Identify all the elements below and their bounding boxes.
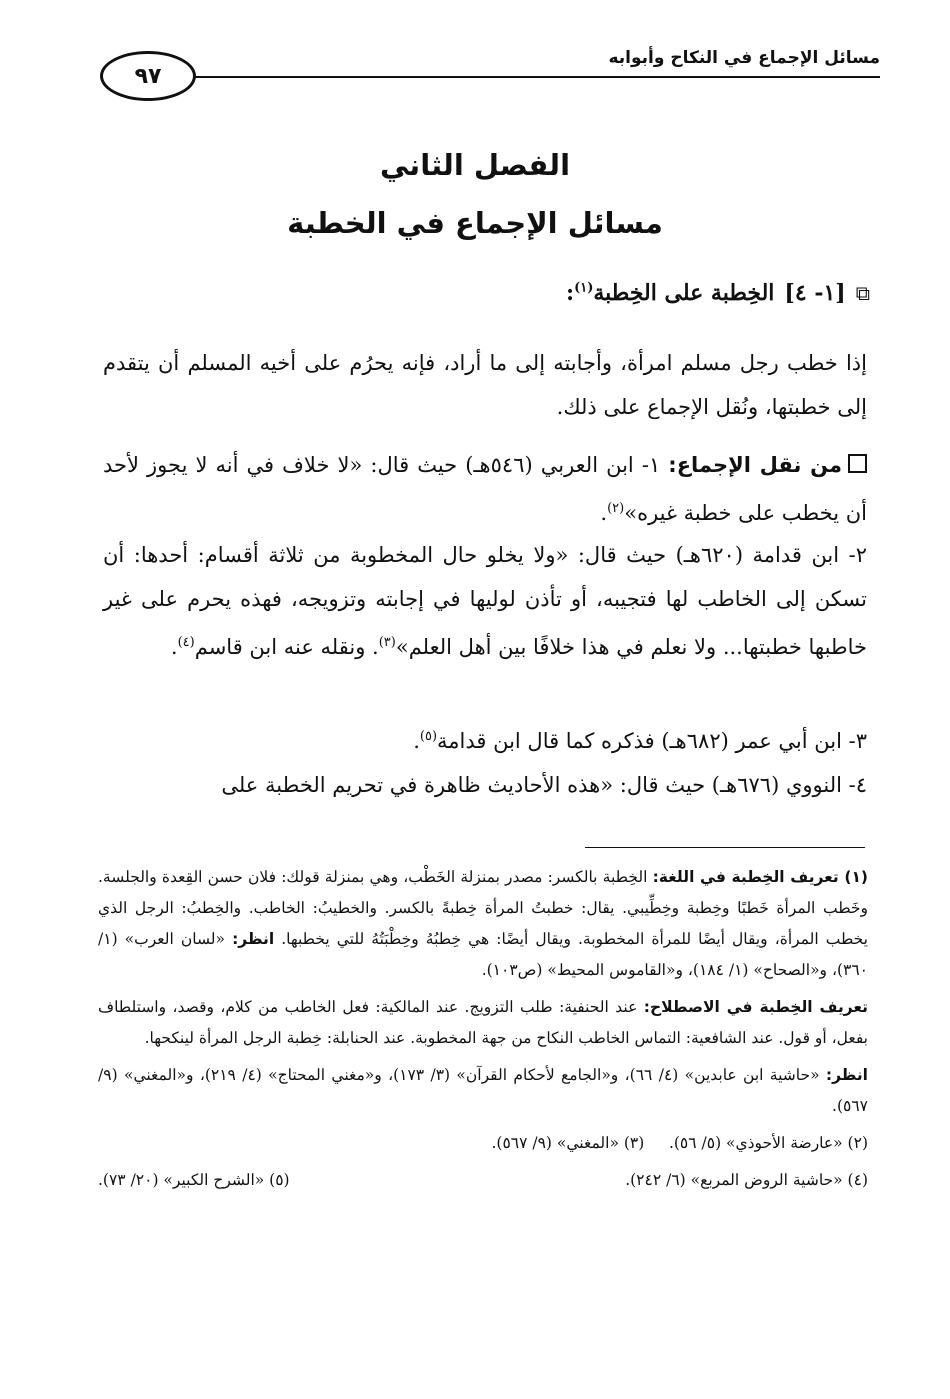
footnote-text: «حاشية ابن عابدين» (٤/ ٦٦)، و«الجامع لأحكام القرآن» (٣/ ١٧٣)، و«مغني المحتاج» (٤/ ٢١٩)، و«المغني» (٩/ ٥٦٧).: [98, 1066, 868, 1115]
page-header: [100, 38, 880, 108]
footnote-see: «لسان العرب» (١/ ٣٦٠)، و«الصحاح» (١/ ١٨٤)، و«القاموس المحيط» (ص١٠٣).: [98, 930, 868, 979]
footnote-label: انظر:: [825, 1066, 868, 1084]
section-title: الخِطبة على الخِطبة: [593, 280, 775, 306]
footnote-label: (١) تعريف الخِطبة في اللغة:: [652, 868, 868, 886]
section-colon: :: [565, 280, 575, 306]
footnote-1-refs: [98, 1060, 868, 1122]
footnote-see-label: انظر:: [232, 930, 275, 948]
footnote-4-5: [98, 1165, 868, 1196]
section-number: [١- ٤]: [784, 280, 846, 306]
footnote-label: تعريف الخِطبة في الاصطلاح:: [643, 998, 868, 1016]
chapter-title: الفصل الثاني: [379, 148, 571, 182]
paragraph-intro: إذا خطب رجل مسلم امرأة، وأجابته إلى ما أراد، فإنه يحرُم على أخيه المسلم أن يتقدم إلى خطبتها، ونُقل الإجماع على ذلك.: [103, 351, 867, 419]
footnote-4: (٤) «حاشية الروض المربع» (٦/ ٢٤٢).: [625, 1171, 868, 1189]
footnote-ref: (٢): [607, 501, 625, 516]
paragraph-tail: . ونقله عنه ابن قاسم: [194, 635, 379, 659]
paragraph-text: ٢- ابن قدامة (٦٢٠هـ) حيث قال: «ولا يخلو حال المخطوبة من ثلاثة أقسام: أحدها: أن تسكن إلى الخاطب لها فتجيبه، أو تأذن لوليها في إجابته وتزويجه، فهذه يحرم على غير خاطبها خطبتها... ولا نعلم في هذا خلافًا بين أهل العلم»: [103, 543, 867, 659]
footnote-text: عند الحنفية: طلب التزويج. عند المالكية: فعل الخاطب من كلام، وقصد، واستلطاف بفعل، أو قول. عند الشافعية: التماس الخاطب النكاح من جهة المخطوبة. عند الحنابلة: خِطبة الرجل المرأة لينكحها.: [98, 998, 868, 1047]
running-title: مسائل الإجماع في النكاح وأبوابه: [608, 48, 880, 68]
footnote-ref: (٥): [419, 729, 438, 744]
paragraph-text: ١- ابن العربي (٥٤٦هـ) حيث قال: «لا خلاف في أنه لا يجوز لأحد أن يخطب على خطبة غيره»: [103, 453, 867, 525]
paragraph-ijma-3: ٣- ابن أبي عمر (٦٨٢هـ) فذكره كما قال ابن قدامة$^{(٥)}$.: [413, 729, 867, 753]
footnote-text: الخِطبة بالكسر: مصدر بمنزلة الخَطْب، وهي بمنزلة قولك: فلان حسن القِعدة والجلسة. وخَطب المرأة خَطبًا وخِطبة وخِطِّيبي. يقال: خطبتُ المرأة خِطبةً بالكسر. والخطيبُ: الخاطب. والخِطبُ: الرجل الذي يخطب المرأة، ويقال أيضًا للمرأة المخطوبة. ويقال أيضًا: هي خِطبُهُ وخِطْبَتُهُ للتي يخطبها.: [98, 868, 868, 948]
section-title-wrap: [566, 280, 774, 306]
paragraph-lead: من نقل الإجماع:: [668, 453, 843, 477]
footnote-2-3: [98, 1128, 868, 1159]
footnote-3: (٣) «المغني» (٩/ ٥٦٧).: [491, 1134, 645, 1152]
paragraph-ijma-2: ٢- ابن قدامة (٦٢٠هـ) حيث قال: «ولا يخلو حال المخطوبة من ثلاثة أقسام: أحدها: أن تسكن إلى الخاطب لها فتجيبه، أو تأذن لوليها في إجابته وتزويجه، فهذه يحرم على غير خاطبها خطبتها... ولا نعلم في هذا خلافًا بين أهل العلم»$^{(٣)}$. ونقله عنه ابن قاسم$^{(٤)}$.: [103, 543, 867, 659]
paragraph-text: ٣- ابن أبي عمر (٦٨٢هـ) فذكره كما قال ابن قدامة: [437, 729, 867, 753]
header-rule: [195, 76, 880, 78]
paragraph-ijma-4: ٤- النووي (٦٧٦هـ) حيث قال: «هذه الأحاديث ظاهرة في تحريم الخطبة على: [221, 773, 867, 797]
footnotes: [98, 862, 868, 1202]
chapter-subtitle: مسائل الإجماع في الخطبة: [287, 206, 663, 240]
copy-icon: ⧉: [855, 281, 870, 305]
paragraph-ijma-1: من نقل الإجماع: ١- ابن العربي (٥٤٦هـ) حيث قال: «لا خلاف في أنه لا يجوز لأحد أن يخطب على خطبة غيره»$^{(٢)}$.: [103, 453, 867, 525]
footnote-ref: (١): [574, 280, 594, 296]
section-heading: [566, 280, 870, 306]
footnote-5: (٥) «الشرح الكبير» (٢٠/ ٧٣).: [98, 1171, 290, 1189]
footnote-rule: [585, 847, 865, 848]
square-bullet-icon: [848, 454, 867, 473]
footnote-1: [98, 862, 868, 986]
footnote-2: (٢) «عارضة الأحوذي» (٥/ ٥٦).: [668, 1134, 868, 1152]
footnote-1-term: [98, 992, 868, 1054]
page-number: ٩٧: [100, 51, 196, 101]
footnote-ref: (٤): [177, 635, 195, 650]
footnote-ref: (٣): [378, 635, 396, 650]
